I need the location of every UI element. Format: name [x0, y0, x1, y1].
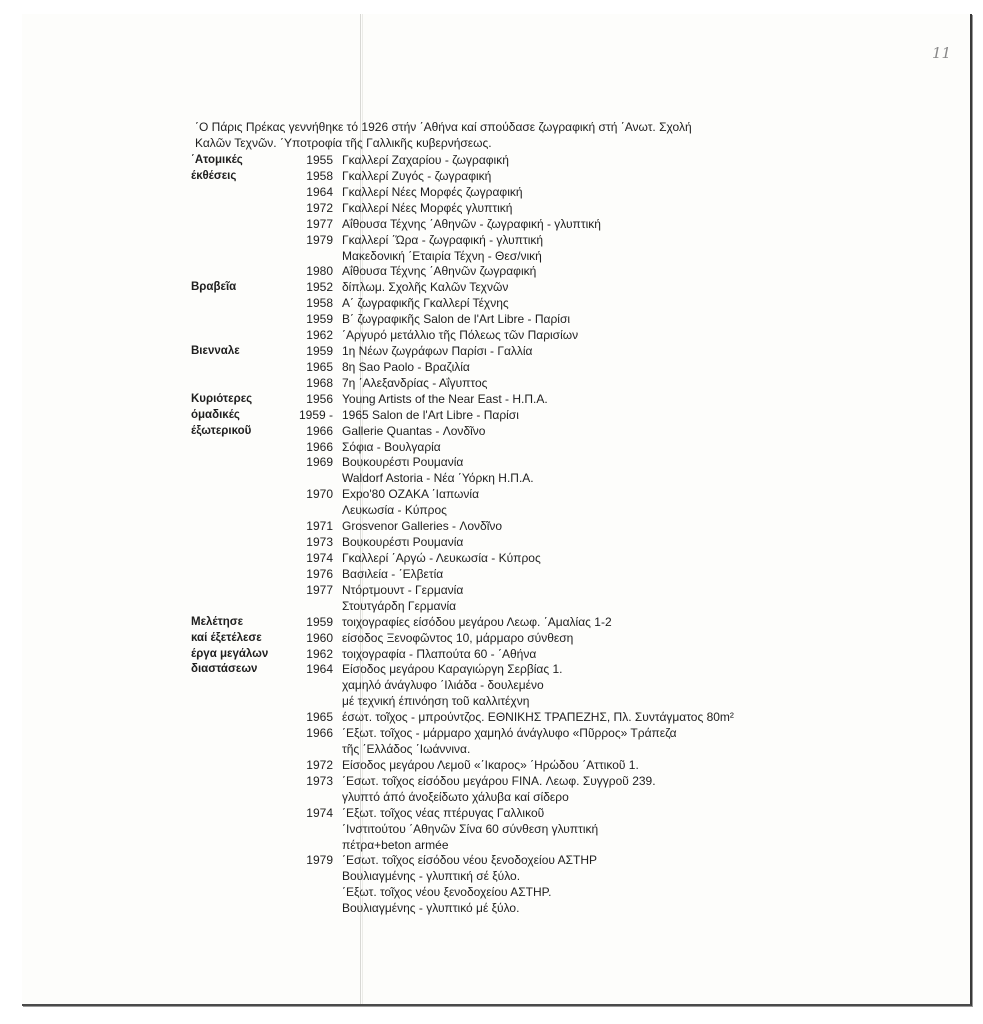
- year-label: 1964: [306, 662, 333, 677]
- year-label: 1968: [306, 375, 333, 390]
- entry-text: ΄Εσωτ. τοῖχος είσόδου νέου ξενοδοχείου ΑΣΤΗΡ: [342, 853, 598, 868]
- category-label: Κυριότερες: [191, 392, 253, 405]
- year-label: 1980: [306, 264, 333, 279]
- year-label: 1976: [306, 566, 333, 581]
- entry-text: Γκαλλερί Ζαχαρίου - ζωγραφική: [342, 153, 509, 167]
- year-label: 1959 -: [298, 407, 333, 422]
- document-page: [22, 14, 972, 1006]
- year-label: 1959: [306, 614, 333, 629]
- year-label: 1973: [306, 535, 333, 550]
- entry-text: 1η Νέων ζωγράφων Παρίσι - Γαλλία: [342, 344, 533, 359]
- entry-text: Βασιλεία - ΄Ελβετία: [342, 566, 444, 581]
- entry-text: Μακεδονική ΄Εταιρία Τέχνη - Θεσ/νική: [342, 248, 542, 263]
- entry-text: τοιχογραφία - Πλαπούτα 60 - ΄Αθήνα: [342, 646, 537, 661]
- entry-text: 8η Sao Paolo - Βραζιλία: [342, 359, 470, 374]
- entry-text: ΄Εσωτ. τοῖχος είσόδου μεγάρου FINA. Λεωφ. Συγγροῦ 239.: [342, 773, 656, 788]
- entry-text: Γκαλλερί ΄Ώρα - ζωγραφική - γλυπτική: [342, 232, 544, 247]
- year-label: 1966: [306, 439, 333, 454]
- intro-line: ΄Ο Πάρις Πρέκας γεννήθηκε τό 1926 στήν ΄Αθήνα καί σπούδασε ζωγραφική στή ΄Ανωτ. Σχολή: [195, 120, 692, 134]
- year-label: 1955: [306, 153, 333, 167]
- entry-text: Είσοδος μεγάρου Καραγιώργη Σερβίας 1.: [342, 662, 563, 677]
- entry-text: τῆς ΄Ελλάδος ΄Ιωάννινα.: [342, 742, 471, 757]
- year-label: 1977: [306, 582, 333, 597]
- entry-text: είσοδος Ξενοφῶντος 10, μάρμαρο σύνθεση: [342, 630, 574, 645]
- entry-text: Β΄ ζωγραφικῆς Salon de l'Art Libre - Παρίσι: [342, 312, 571, 327]
- entry-text: Γκαλλερί ΄Αργώ - Λευκωσία - Κύπρος: [342, 551, 541, 565]
- entry-text: Λευκωσία - Κύπρος: [342, 503, 447, 518]
- year-label: 1966: [306, 726, 333, 741]
- category-label: ΄Ατομικές: [191, 154, 243, 166]
- category-label: Μελέτησε: [191, 615, 244, 628]
- entry-text: 7η ΄Αλεξανδρίας - Αΐγυπτος: [342, 375, 488, 390]
- year-label: 1965: [306, 359, 333, 374]
- year-label: 1952: [306, 280, 333, 295]
- category-label: Βραβεῖα: [191, 281, 237, 294]
- entry-text: Γκαλλερί Νέες Μορφές ζωγραφική: [342, 184, 523, 199]
- category-label: Βιενναλε: [191, 345, 240, 358]
- intro-paragraph: [195, 119, 815, 151]
- year-label: 1972: [306, 757, 333, 772]
- year-label: 1959: [306, 344, 333, 359]
- year-label: 1966: [306, 423, 333, 438]
- entry-text: πέτρα+beton armée: [342, 837, 449, 852]
- entry-text: Γκαλλερί Ζυγός - ζωγραφική: [342, 168, 492, 183]
- entry-text: δίπλωμ. Σχολῆς Καλῶν Τεχνῶν: [342, 280, 509, 295]
- entry-text: γλυπτό άπό άνοξείδωτο χάλυβα καί σίδερο: [342, 789, 569, 804]
- category-label: έκθέσεις: [191, 169, 237, 182]
- page-number-mark: 11: [932, 44, 952, 62]
- entry-text: έσωτ. τοῖχος - μπρούντζος. ΕΘΝΙΚΗΣ ΤΡΑΠΕΖΗΣ, Πλ. Συντάγματος 80m²: [342, 710, 734, 725]
- entry-text: Young Artists of the Near East - Η.Π.Α.: [342, 391, 548, 406]
- year-label: 1970: [306, 487, 333, 502]
- entry-text: μέ τεχνική έπινόηση τοῦ καλλιτέχνη: [342, 694, 530, 709]
- entry-text: Βουλιαγμένης - γλυπτική σέ ξύλο.: [342, 869, 521, 884]
- entry-text: Βουλιαγμένης - γλυπτικό μέ ξύλο.: [342, 901, 520, 916]
- year-label: 1959: [306, 312, 333, 327]
- year-label: 1962: [306, 328, 333, 343]
- year-label: 1962: [306, 646, 333, 661]
- category-label: διαστάσεων: [191, 663, 258, 676]
- year-label: 1979: [306, 232, 333, 247]
- year-label: 1969: [306, 455, 333, 470]
- year-label: 1972: [306, 200, 333, 215]
- entry-text: 1965 Salon de l'Art Libre - Παρίσι: [342, 407, 519, 422]
- entry-text: ΄Εξωτ. τοῖχος νέου ξενοδοχείου ΑΣΤΗΡ.: [342, 885, 552, 900]
- category-label: όμαδικές: [191, 408, 240, 421]
- entry-text: ΄Εξωτ. τοῖχος νέας πτέρυγας Γαλλικοῦ: [342, 805, 545, 820]
- year-label: 1960: [306, 630, 333, 645]
- entry-text: Α΄ ζωγραφικῆς Γκαλλερί Τέχνης: [342, 296, 509, 311]
- entry-text: Αΐθουσα Τέχνης ΄Αθηνῶν - ζωγραφική - γλυπτική: [342, 216, 601, 231]
- year-label: 1977: [306, 216, 333, 231]
- entry-text: Γκαλλερί Νέες Μορφές γλυπτική: [342, 200, 513, 215]
- year-label: 1956: [306, 391, 333, 406]
- year-label: 1971: [306, 519, 333, 534]
- entry-text: Σόφια - Βουλγαρία: [342, 439, 441, 454]
- entry-text: τοιχογραφίες είσόδου μεγάρου Λεωφ. ΄Αμαλίας 1-2: [342, 614, 612, 629]
- entry-text: Βουκουρέστι Ρουμανία: [342, 535, 464, 550]
- entry-text: χαμηλό άνάγλυφο ΄Ιλιάδα - δουλεμένο: [342, 678, 544, 693]
- year-label: 1973: [306, 773, 333, 788]
- entry-text: Στουτγάρδη Γερμανία: [342, 598, 457, 613]
- category-label: καί έξετέλεσε: [191, 631, 262, 644]
- entry-text: Αΐθουσα Τέχνης ΄Αθηνῶν ζωγραφική: [342, 264, 537, 279]
- entry-text: Ντόρτμουντ - Γερμανία: [342, 582, 464, 597]
- year-label: 1958: [306, 168, 333, 183]
- year-label: 1965: [306, 710, 333, 725]
- entry-text: ΄Αργυρό μετάλλιο τῆς Πόλεως τῶν Παρισίων: [342, 328, 579, 343]
- entry-text: Expo'80 ΟΖΑΚΑ ΄Ιαπωνία: [342, 487, 480, 502]
- year-label: 1974: [306, 551, 333, 565]
- entry-text: ΄Ινστιτούτου ΄Αθηνῶν Σίνα 60 σύνθεση γλυπτική: [342, 821, 599, 836]
- entry-text: Grosvenor Galleries - Λονδῖνο: [342, 519, 503, 534]
- entry-text: Gallerie Quantas - Λονδῖνο: [342, 423, 486, 438]
- year-label: 1979: [306, 853, 333, 868]
- entry-text: Βουκουρέστι Ρουμανία: [342, 455, 464, 470]
- year-label: 1974: [306, 805, 333, 820]
- category-label: έργα μεγάλων: [191, 647, 269, 660]
- intro-line: Καλῶν Τεχνῶν. ΄Υποτροφία τῆς Γαλλικῆς κυβερνήσεως.: [195, 136, 492, 150]
- entry-text: Waldorf Astoria - Νέα ΄Υόρκη Η.Π.Α.: [342, 471, 534, 486]
- year-label: 1958: [306, 296, 333, 311]
- entry-text: Είσοδος μεγάρου Λεμοῦ «΄Ικαρος» ΄Ηρώδου ΄Αττικοῦ 1.: [342, 757, 639, 772]
- year-label: 1964: [306, 184, 333, 199]
- category-label: έξωτερικοῦ: [191, 424, 252, 437]
- entry-text: ΄Εξωτ. τοῖχος - μάρμαρο χαμηλό άνάγλυφο «Πῦρρος» Τράπεζα: [342, 726, 677, 741]
